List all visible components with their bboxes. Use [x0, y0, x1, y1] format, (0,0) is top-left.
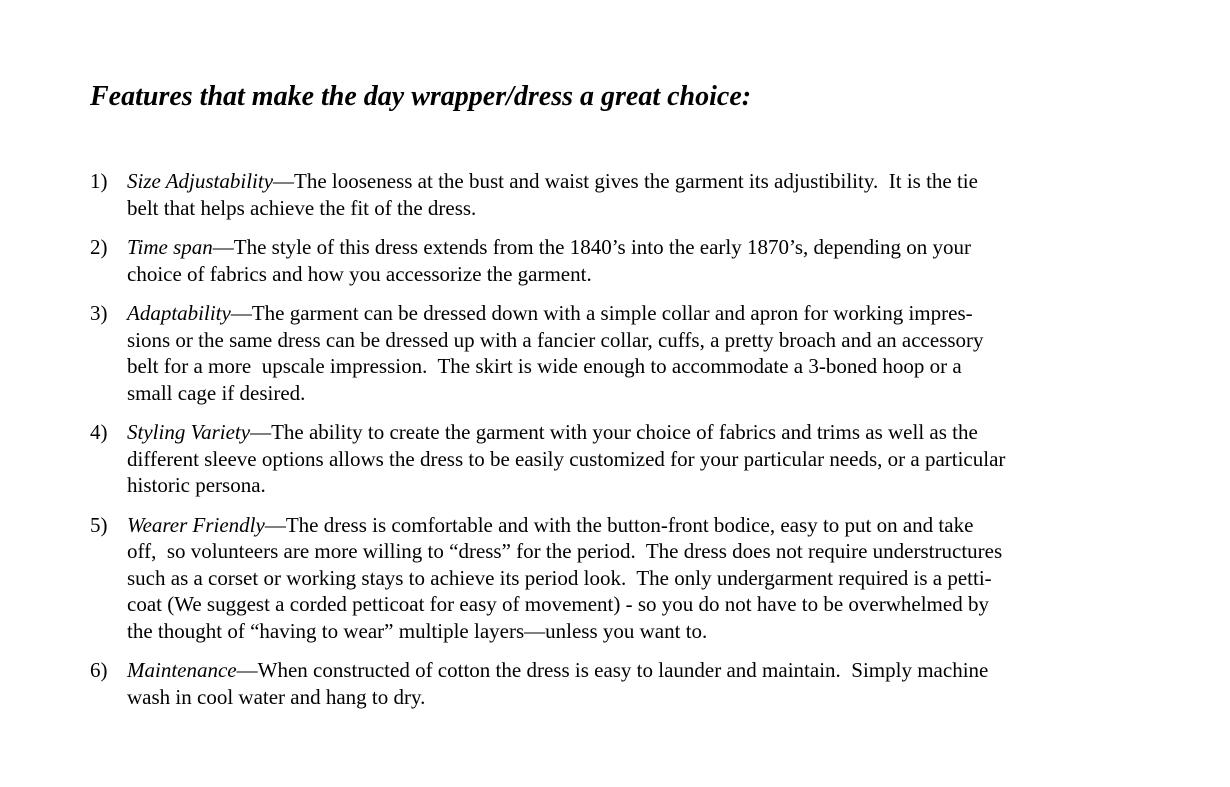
item-text: —The ability to create the garment with your choice of fabrics and trims as well as the: [250, 420, 978, 444]
list-item: [90, 300, 1180, 406]
item-number: 2): [90, 235, 108, 259]
item-term: Wearer Friendly: [127, 512, 265, 537]
item-first-line: [127, 234, 1180, 261]
item-text-line: small cage if desired.: [127, 380, 306, 405]
item-number: 3): [90, 301, 108, 325]
item-term: Time span: [127, 235, 213, 259]
item-body: [127, 234, 1180, 287]
item-text-line: wash in cool water and hang to dry.: [127, 684, 426, 709]
item-term: Adaptability: [127, 301, 231, 325]
list-item: [90, 657, 1180, 710]
item-body: [127, 300, 1180, 406]
item-text-line: such as a corset or working stays to achieve its period look. The only undergarment required is a petti-: [127, 565, 992, 590]
item-first-line: [127, 300, 1180, 327]
item-text: —The looseness at the bust and waist gives the garment its adjustibility. It is the tie: [273, 169, 978, 193]
page-title: Features that make the day wrapper/dress a great choice:: [90, 81, 752, 112]
item-text-line: coat (We suggest a corded petticoat for easy of movement) - so you do not have to be overwhelmed by: [127, 592, 989, 616]
item-body: [127, 168, 1180, 221]
item-number: 4): [90, 420, 108, 444]
feature-list: [90, 168, 1180, 710]
item-text-line: off, so volunteers are more willing to “dress” for the period. The dress does not require understructures: [127, 539, 1003, 563]
item-term: Maintenance: [127, 658, 237, 682]
item-text-line: different sleeve options allows the dress to be easily customized for your particular needs, or a particular: [127, 446, 1006, 471]
item-text-line: choice of fabrics and how you accessorize the garment.: [127, 261, 592, 286]
item-number: 1): [90, 169, 108, 193]
item-text-line: sions or the same dress can be dressed up with a fancier collar, cuffs, a pretty broach and an accessory: [127, 327, 984, 352]
item-text: —When constructed of cotton the dress is easy to launder and maintain. Simply machine: [236, 658, 989, 682]
item-body: [127, 657, 1180, 710]
item-first-line: [127, 168, 1180, 195]
item-text: —The garment can be dressed down with a simple collar and apron for working impres-: [230, 301, 973, 325]
list-item: [90, 512, 1180, 645]
item-first-line: [127, 419, 1180, 446]
list-item: [90, 234, 1180, 287]
item-number: 5): [90, 512, 108, 537]
item-text-line: belt for a more upscale impression. The skirt is wide enough to accommodate a 3-boned hoop or a: [127, 354, 962, 378]
item-text-line: the thought of “having to wear” multiple layers—unless you want to.: [127, 618, 708, 643]
item-text-line: historic persona.: [127, 473, 266, 497]
item-body: [127, 512, 1180, 645]
item-first-line: [127, 512, 1180, 539]
list-item: [90, 168, 1180, 221]
item-term: Styling Variety: [127, 420, 251, 444]
item-term: Size Adjustability: [127, 169, 274, 193]
item-text-line: belt that helps achieve the fit of the dress.: [127, 195, 477, 220]
item-text: —The dress is comfortable and with the button-front bodice, easy to put on and take: [264, 512, 974, 537]
item-first-line: [127, 657, 1180, 684]
item-body: [127, 419, 1180, 499]
list-item: [90, 419, 1180, 499]
item-number: 6): [90, 658, 108, 682]
item-text: —The style of this dress extends from the 1840’s into the early 1870’s, depending on your: [212, 235, 971, 259]
